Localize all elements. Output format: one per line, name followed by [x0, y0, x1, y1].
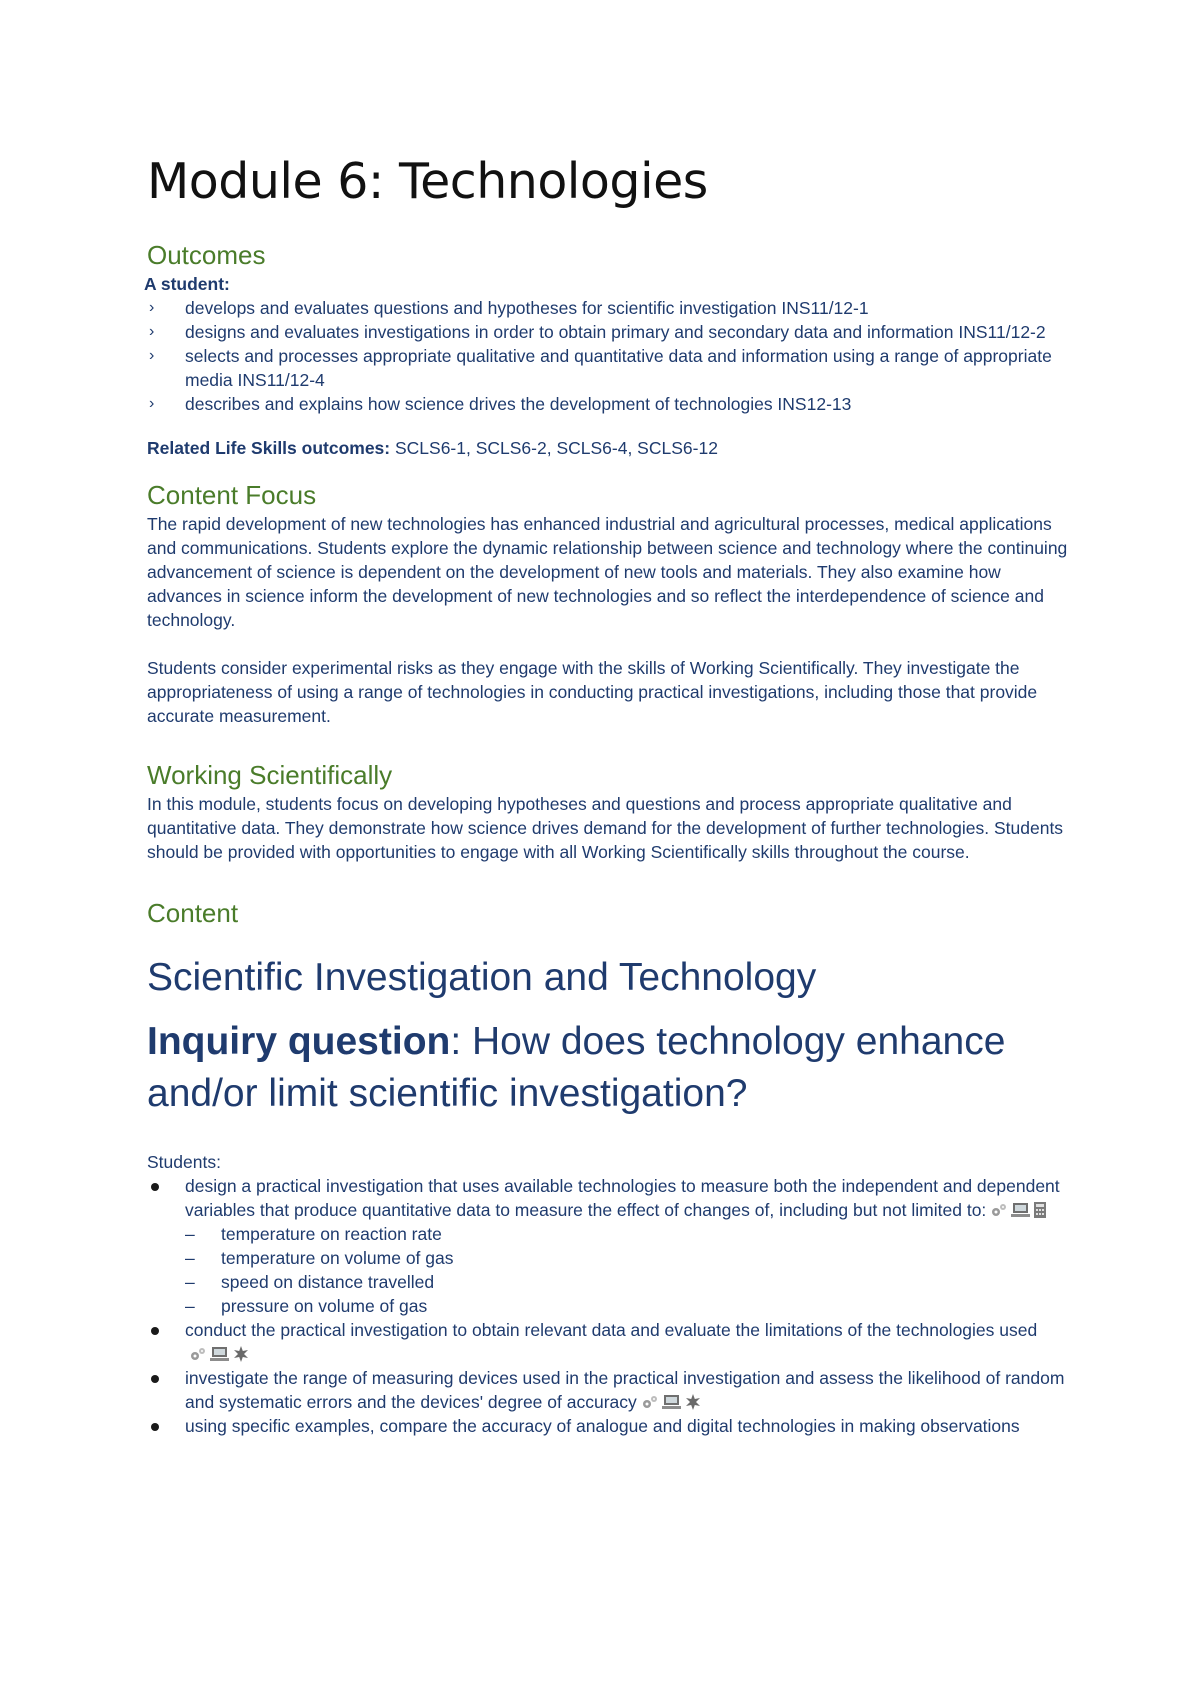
- dash-icon: –: [185, 1272, 195, 1292]
- page-title: Module 6: Technologies: [147, 153, 708, 210]
- working-scientifically-heading: Working Scientifically: [147, 760, 393, 790]
- life-skills-outcomes: [147, 436, 1077, 460]
- computer-icon: [662, 1394, 682, 1410]
- content-list: [147, 1174, 1077, 1438]
- outcome-item: › describes and explains how science drives the development of technologies INS12-13: [149, 394, 852, 414]
- content-heading: Content: [147, 898, 239, 928]
- star-burst-icon: [685, 1394, 701, 1410]
- bullet-icon: [151, 1375, 159, 1383]
- content-item: design a practical investigation that uses available technologies to measure both the independent and dependent variables that produce quantitative data to measure the effect of changes of, including but not limited to: – temperature on reaction rate – temperature on volume of gas – speed on distance travelled – pressure on volume of gas: [147, 1174, 1077, 1318]
- bullet-icon: [151, 1183, 159, 1191]
- outcomes-list: [147, 296, 1077, 416]
- life-skills-label: Related Life Skills outcomes:: [147, 438, 391, 458]
- dash-icon: –: [185, 1224, 195, 1244]
- gears-icon: [189, 1346, 207, 1362]
- outcomes-intro: A student:: [144, 274, 230, 294]
- content-focus-paragraph-2: Students consider experimental risks as they engage with the skills of Working Scientifically. They investigate the appropriateness of using a range of technologies in conducting practical investigations, including those that provide accurate measurement.: [147, 658, 1038, 726]
- outcome-item: › develops and evaluates questions and hypotheses for scientific investigation INS11/12-1: [149, 298, 869, 318]
- chevron-right-icon: ›: [149, 323, 155, 340]
- document-page: [144, 150, 1077, 1438]
- outcomes-heading: Outcomes: [147, 240, 266, 270]
- content-item: conduct the practical investigation to obtain relevant data and evaluate the limitations of the technologies used: [147, 1318, 1077, 1366]
- computer-icon: [1011, 1202, 1031, 1218]
- bullet-icon: [151, 1327, 159, 1335]
- inquiry-question: [147, 1016, 1077, 1120]
- content-item: investigate the range of measuring devices used in the practical investigation and assess the likelihood of random and systematic errors and the devices' degree of accuracy: [147, 1366, 1077, 1414]
- subitem: – temperature on volume of gas: [185, 1248, 454, 1268]
- bullet-icon: [151, 1423, 159, 1431]
- gears-icon: [641, 1394, 659, 1410]
- chevron-right-icon: ›: [149, 347, 155, 364]
- content-focus-paragraph-1: The rapid development of new technologies has enhanced industrial and agricultural processes, medical applications and communications. Students explore the dynamic relationship between science and technology where the continuing advancement of science is dependent on the development of new tools and materials. They also examine how advances in science inform the development of new technologies and so reflect the interdependence of science and technology.: [147, 514, 1068, 630]
- chevron-right-icon: ›: [149, 395, 155, 412]
- outcome-item: › selects and processes appropriate qualitative and quantitative data and information using a range of appropriate media INS11/12-4: [149, 346, 1052, 390]
- dash-icon: –: [185, 1248, 195, 1268]
- item-icons: [990, 1202, 1046, 1218]
- section-title: Scientific Investigation and Technology: [147, 956, 817, 999]
- inquiry-label: Inquiry question: [147, 1020, 451, 1063]
- item-icons: [641, 1394, 701, 1410]
- gears-icon: [990, 1202, 1008, 1218]
- working-scientifically-paragraph: In this module, students focus on developing hypotheses and questions and process appropriate qualitative and quantitative data. They demonstrate how science drives demand for the development of further technologies. Students should be provided with opportunities to engage with all Working Scientifically skills throughout the course.: [147, 794, 1064, 862]
- inquiry-text: : How does technology enhance and/or limit scientific investigation?: [147, 1020, 1006, 1115]
- dash-icon: –: [185, 1296, 195, 1316]
- item-icons: [189, 1346, 249, 1362]
- star-burst-icon: [233, 1346, 249, 1362]
- subitem-list: [185, 1222, 1077, 1318]
- subitem: – speed on distance travelled: [185, 1272, 435, 1292]
- subitem: – temperature on reaction rate: [185, 1224, 442, 1244]
- computer-icon: [210, 1346, 230, 1362]
- content-focus-heading: Content Focus: [147, 480, 317, 510]
- students-label: Students:: [147, 1152, 221, 1172]
- outcome-item: › designs and evaluates investigations in order to obtain primary and secondary data and information INS11/12-2: [149, 322, 1046, 342]
- calculator-icon: [1034, 1202, 1046, 1218]
- chevron-right-icon: ›: [149, 299, 155, 316]
- content-item: using specific examples, compare the accuracy of analogue and digital technologies in making observations: [147, 1414, 1077, 1438]
- life-skills-value: SCLS6-1, SCLS6-2, SCLS6-4, SCLS6-12: [390, 438, 718, 458]
- subitem: – pressure on volume of gas: [185, 1296, 428, 1316]
